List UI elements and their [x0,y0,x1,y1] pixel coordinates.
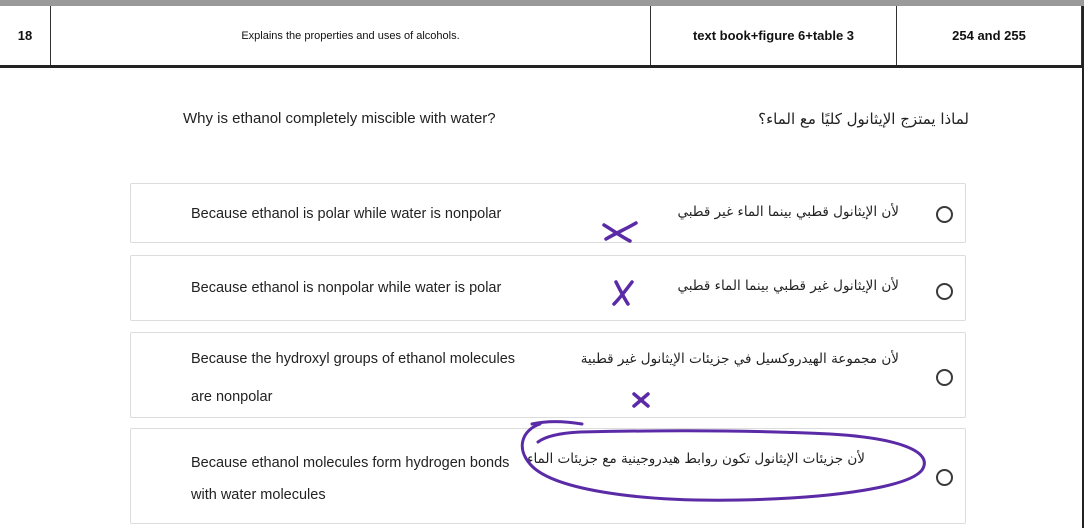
option-2[interactable] [130,255,966,321]
cross-mark-icon [600,215,640,245]
question-english: Why is ethanol completely miscible with water? [183,110,496,127]
option-2-radio[interactable] [936,283,953,300]
option-3[interactable] [130,332,966,418]
option-1-english: Because ethanol is polar while water is nonpolar [191,206,502,222]
option-1[interactable] [130,183,966,243]
question-arabic: لماذا يمتزج الإيثانول كليًا مع الماء؟ [758,110,969,128]
objective-table-row [0,6,1084,68]
objective-text: Explains the properties and uses of alcohols. [50,6,650,65]
option-3-arabic: لأن مجموعة الهيدروكسيل في جزيئات الإيثانول غير قطبية [580,351,899,367]
option-2-english: Because ethanol is nonpolar while water is polar [191,280,502,296]
option-1-arabic: لأن الإيثانول قطبي بينما الماء غير قطبي [677,204,899,220]
option-3-english-line2: are nonpolar [191,389,273,405]
circle-annotation [510,412,940,512]
option-4-arabic: لأن جزيئات الإيثانول تكون روابط هيدروجينية مع جزيئات الماء [527,451,865,467]
cross-mark-icon [630,390,654,412]
option-3-english-line1: Because the hydroxyl groups of ethanol molecules [191,351,516,367]
row-number: 18 [17,28,33,43]
option-3-radio[interactable] [936,369,953,386]
option-4-english-line2: with water molecules [191,487,326,503]
pages-text: 254 and 255 [896,6,1082,65]
option-4-english-line1: Because ethanol molecules form hydrogen bonds [191,455,510,471]
resource-text: text book+figure 6+table 3 [650,6,896,65]
option-1-radio[interactable] [936,206,953,223]
cross-mark-icon [610,278,638,308]
option-2-arabic: لأن الإيثانول غير قطبي بينما الماء قطبي [677,278,899,294]
